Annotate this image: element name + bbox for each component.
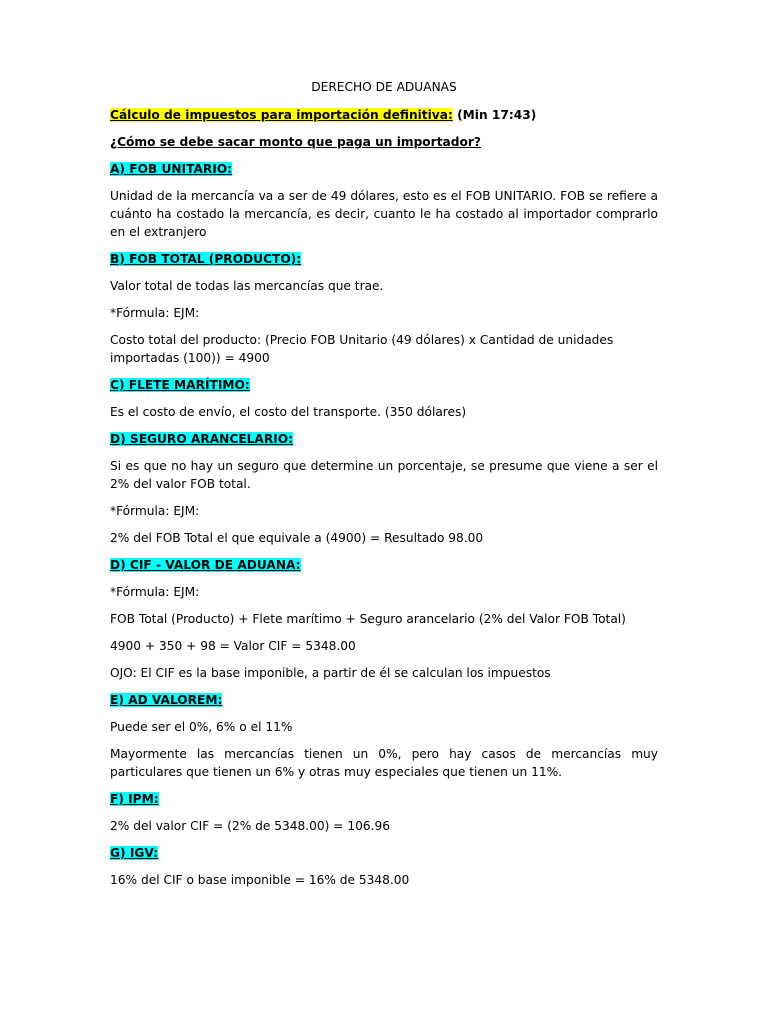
section-g-paragraph: 16% del CIF o base imponible = 16% de 5348.00 <box>110 873 410 887</box>
section-e-paragraph: Mayormente las mercancías tienen un 0%, pero hay casos de mercancías muy particulares que tienen un 6% y otras muy especiales que tienen un 11%. <box>110 747 658 779</box>
document-page <box>110 78 658 898</box>
section-cif-paragraph: *Fórmula: EJM: <box>110 585 200 599</box>
document-subtitle <box>110 106 658 124</box>
section-cif-paragraph: FOB Total (Producto) + Flete marítimo + Seguro arancelario (2% del Valor FOB Total) <box>110 612 626 626</box>
section-d-paragraph: 2% del FOB Total el que equivale a (4900) = Resultado 98.00 <box>110 531 484 545</box>
section-d-paragraph: *Fórmula: EJM: <box>110 504 200 518</box>
section-b-paragraph: Valor total de todas las mercancías que trae. <box>110 279 384 293</box>
section-heading-b: B) FOB TOTAL (PRODUCTO): <box>110 252 302 266</box>
section-d-paragraph: Si es que no hay un seguro que determine un porcentaje, se presume que viene a ser el 2% del valor FOB total. <box>110 459 658 491</box>
section-heading-cif: D) CIF - VALOR DE ADUANA: <box>110 558 301 572</box>
section-a-paragraph: Unidad de la mercancía va a ser de 49 dólares, esto es el FOB UNITARIO. FOB se refiere a cuánto ha costado la mercancía, es decir, cuanto le ha costado al importador comprarlo en el extranjero <box>110 189 658 239</box>
section-heading-f: F) IPM: <box>110 792 159 806</box>
document-title: DERECHO DE ADUANAS <box>311 80 457 94</box>
section-heading-d: D) SEGURO ARANCELARIO: <box>110 432 293 446</box>
section-e-paragraph: Puede ser el 0%, 6% o el 11% <box>110 720 293 734</box>
section-f-paragraph: 2% del valor CIF = (2% de 5348.00) = 106.96 <box>110 819 391 833</box>
document-question: ¿Cómo se debe sacar monto que paga un importador? <box>110 135 481 149</box>
section-cif-paragraph: OJO: El CIF es la base imponible, a partir de él se calculan los impuestos <box>110 666 551 680</box>
section-b-paragraph: Costo total del producto: (Precio FOB Unitario (49 dólares) x Cantidad de unidades importadas (100)) = 4900 <box>110 333 614 365</box>
section-c-paragraph: Es el costo de envío, el costo del transporte. (350 dólares) <box>110 405 467 419</box>
section-b-paragraph: *Fórmula: EJM: <box>110 306 200 320</box>
section-heading-g: G) IGV: <box>110 846 159 860</box>
section-heading-e: E) AD VALOREM: <box>110 693 223 707</box>
section-cif-paragraph: 4900 + 350 + 98 = Valor CIF = 5348.00 <box>110 639 356 653</box>
subtitle-time: (Min 17:43) <box>452 108 537 122</box>
subtitle-highlight: Cálculo de impuestos para importación definitiva: <box>110 108 453 122</box>
section-heading-c: C) FLETE MARÍTIMO: <box>110 378 250 392</box>
section-heading-a: A) FOB UNITARIO: <box>110 162 233 176</box>
